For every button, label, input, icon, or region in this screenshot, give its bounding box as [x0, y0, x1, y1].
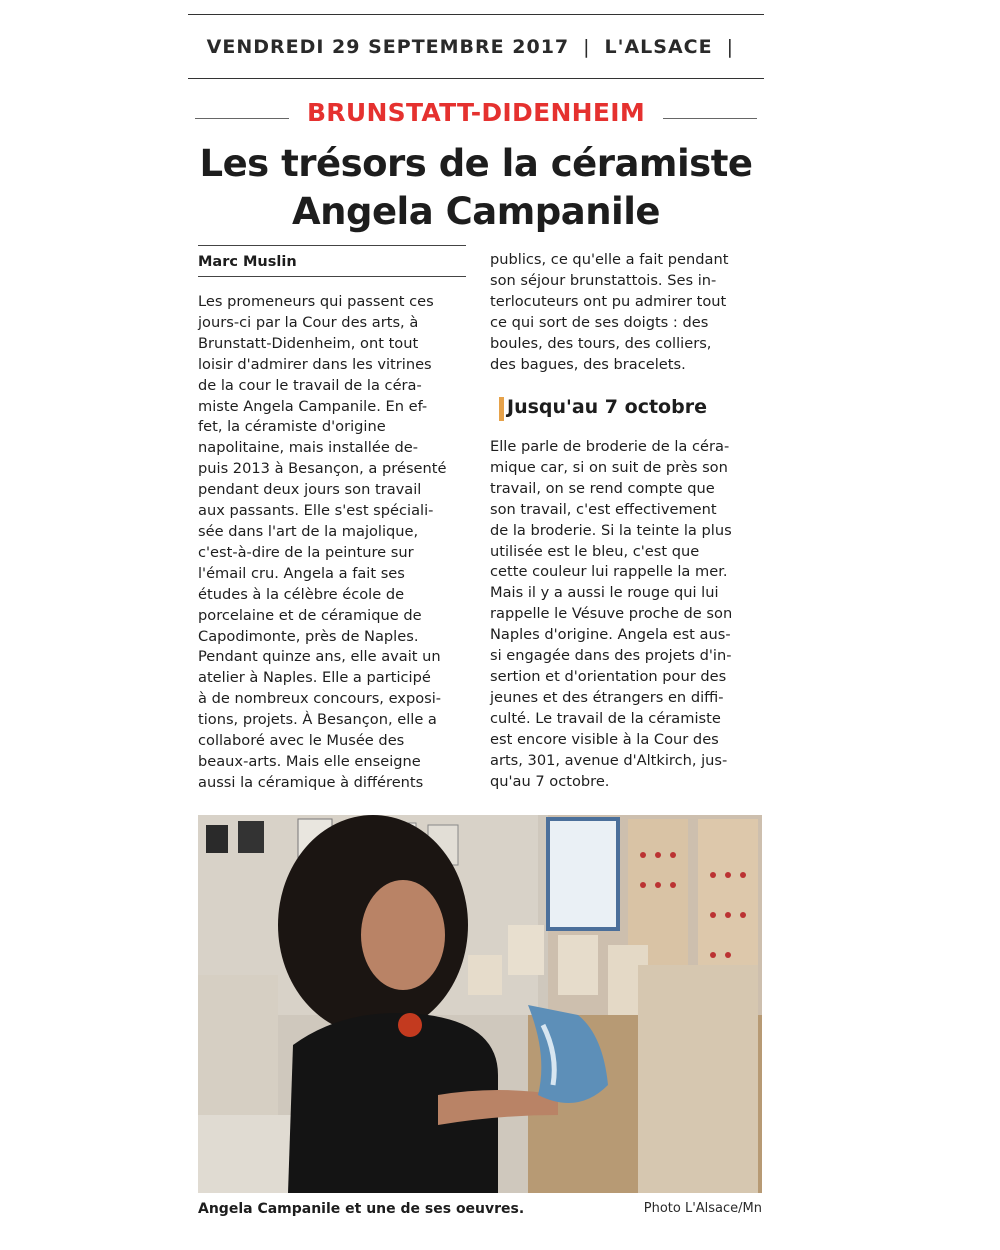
text-line: arts, 301, avenue d'Altkirch, jus-	[490, 751, 728, 769]
subhead: Jusqu'au 7 octobre	[507, 396, 707, 418]
masthead	[188, 29, 764, 65]
text-line: travail, on se rend compte que	[490, 479, 715, 497]
text-line: est encore visible à la Cour des	[490, 730, 719, 748]
masthead-separator: |	[583, 36, 591, 58]
top-rule	[188, 14, 764, 15]
text-line: l'émail cru. Angela a fait ses	[198, 564, 405, 582]
text-line: porcelaine et de céramique de	[198, 606, 422, 624]
text-line: son séjour brunstattois. Ses in-	[490, 271, 717, 289]
masthead-separator-end: |	[726, 36, 734, 58]
masthead-bottom-rule	[188, 78, 764, 79]
text-line: de la broderie. Si la teinte la plus	[490, 521, 732, 539]
text-line: miste Angela Campanile. En ef-	[198, 397, 428, 415]
text-line: si engagée dans des projets d'in-	[490, 647, 732, 665]
article-photo	[198, 815, 762, 1193]
text-line: ce qui sort de ses doigts : des	[490, 313, 709, 331]
text-line: Mais il y a aussi le rouge qui lui	[490, 584, 719, 602]
text-line: culté. Le travail de la céramiste	[490, 709, 721, 727]
text-line: son travail, c'est effectivement	[490, 500, 717, 518]
text-line: fet, la céramiste d'origine	[198, 418, 386, 436]
text-line: mique car, si on suit de près son	[490, 458, 728, 476]
text-line: napolitaine, mais installée de-	[198, 439, 418, 457]
text-line: collaboré avec le Musée des	[198, 732, 405, 750]
headline-line-2: Angela Campanile	[291, 190, 661, 233]
text-line: Brunstatt-Didenheim, ont tout	[198, 334, 419, 352]
text-line: jeunes et des étrangers en diffi-	[490, 688, 724, 706]
text-line: Les promeneurs qui passent ces	[198, 293, 434, 310]
text-line: aussi la céramique à différents	[198, 773, 424, 791]
text-line: études à la célèbre école de	[198, 585, 405, 603]
section-kicker: BRUNSTATT-DIDENHEIM	[188, 98, 764, 127]
article-column-1	[198, 292, 466, 794]
text-line: jours-ci par la Cour des arts, à	[198, 313, 419, 331]
byline-bottom-rule	[198, 276, 466, 277]
text-line: atelier à Naples. Elle a participé	[198, 669, 431, 687]
article-column-2-top	[490, 250, 762, 375]
headline	[188, 140, 764, 236]
text-line: qu'au 7 octobre.	[490, 772, 610, 790]
text-line: rappelle le Vésuve proche de son	[490, 605, 733, 623]
headline-line-1: Les trésors de la céramiste	[199, 142, 753, 185]
text-line: à de nombreux concours, exposi-	[198, 690, 442, 708]
text-line: publics, ce qu'elle a fait pendant	[490, 251, 729, 268]
subhead-bar	[499, 397, 504, 421]
text-line: c'est-à-dire de la peinture sur	[198, 543, 414, 561]
text-line: tions, projets. À Besançon, elle a	[198, 711, 437, 729]
text-line: aux passants. Elle s'est spéciali-	[198, 502, 434, 520]
masthead-date: VENDREDI 29 SEPTEMBRE 2017	[206, 36, 570, 58]
text-line: sertion et d'orientation pour des	[490, 667, 727, 685]
byline: Marc Muslin	[198, 254, 297, 270]
text-line: Naples d'origine. Angela est aus-	[490, 626, 731, 644]
photo-illustration	[198, 815, 762, 1193]
text-line: pendant deux jours son travail	[198, 481, 422, 499]
text-line: des bagues, des bracelets.	[490, 355, 686, 373]
text-line: loisir d'admirer dans les vitrines	[198, 355, 432, 373]
text-line: Capodimonte, près de Naples.	[198, 627, 419, 645]
article-column-2-bottom	[490, 437, 762, 792]
text-line: cette couleur lui rappelle la mer.	[490, 563, 728, 581]
text-line: de la cour le travail de la céra-	[198, 376, 422, 394]
text-line: sée dans l'art de la majolique,	[198, 522, 419, 540]
text-line: beaux-arts. Mais elle enseigne	[198, 752, 421, 770]
text-line: terlocuteurs ont pu admirer tout	[490, 292, 727, 310]
text-line: boules, des tours, des colliers,	[490, 334, 712, 352]
photo-caption: Angela Campanile et une de ses oeuvres.	[198, 1201, 525, 1217]
text-line: Elle parle de broderie de la céra-	[490, 438, 730, 455]
byline-top-rule	[198, 245, 466, 246]
text-line: utilisée est le bleu, c'est que	[490, 542, 700, 560]
text-line: puis 2013 à Besançon, a présenté	[198, 460, 447, 478]
text-line: Pendant quinze ans, elle avait un	[198, 648, 441, 666]
photo-credit: Photo L'Alsace/Mn	[643, 1201, 762, 1216]
masthead-paper: L'ALSACE	[604, 36, 713, 58]
